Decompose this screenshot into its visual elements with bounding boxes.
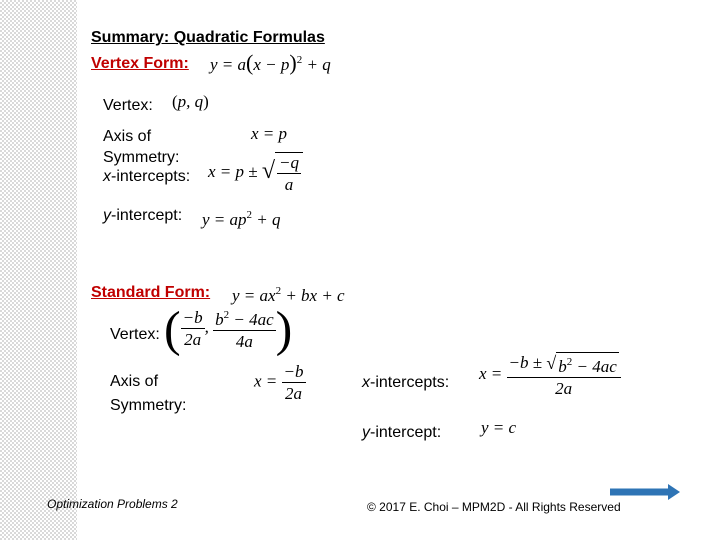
standard-form-heading: Standard Form: bbox=[91, 284, 211, 301]
vertex-form-yint-label: y-intercept: bbox=[103, 207, 183, 224]
vertex-form-vertex-label: Vertex: bbox=[103, 97, 153, 114]
standard-form-yint-expression: y = c bbox=[481, 418, 517, 437]
footer-copyright: © 2017 E. Choi – MPM2D - All Rights Reserved bbox=[367, 500, 621, 514]
standard-form-xint-expression: x = −b ± √ $b^2 - 4ac$ 2a bbox=[479, 352, 621, 398]
vertex-form-equation: $y = a(x - p)^2 + q$ bbox=[210, 50, 331, 75]
page-title: Summary: Quadratic Formulas bbox=[91, 29, 325, 46]
standard-form-axis-label-1: Axis of bbox=[110, 373, 159, 390]
standard-form-axis-label-2: Symmetry: bbox=[110, 397, 187, 414]
vertex-form-xint-label: x-intercepts: bbox=[103, 168, 191, 185]
standard-form-axis-expression: x = $\frac{-b}{2a}$ bbox=[254, 362, 304, 403]
vertex-form-heading: Vertex Form: bbox=[91, 55, 189, 72]
footer-presentation-title: Optimization Problems 2 bbox=[47, 497, 178, 511]
arrow-right-icon[interactable] bbox=[608, 482, 682, 502]
vertex-form-axis-label-1: Axis of bbox=[103, 128, 152, 145]
vertex-form-yint-expression: $y = ap^2 + q$ bbox=[202, 209, 281, 229]
standard-form-vertex-expression: ( $\frac{-b}{2a}$ , $\frac{b^2 - 4ac}{4a}$ ) bbox=[164, 300, 293, 357]
standard-form-xint-label: x-intercepts: bbox=[362, 374, 450, 391]
standard-form-yint-label: y-intercept: bbox=[362, 424, 442, 441]
standard-form-equation: $y = ax^2$ + bx + c bbox=[232, 285, 345, 305]
vertex-form-vertex-expression: (p, q) bbox=[172, 92, 209, 111]
vertex-form-axis-expression: x = p bbox=[251, 124, 288, 143]
standard-form-vertex-label: Vertex: bbox=[110, 326, 160, 343]
vertex-form-axis-label-2: Symmetry: bbox=[103, 149, 180, 166]
vertex-form-xint-expression: x = p ± √ $\frac{-q}{a}$ bbox=[208, 152, 303, 194]
decorative-side-pattern bbox=[0, 0, 77, 540]
